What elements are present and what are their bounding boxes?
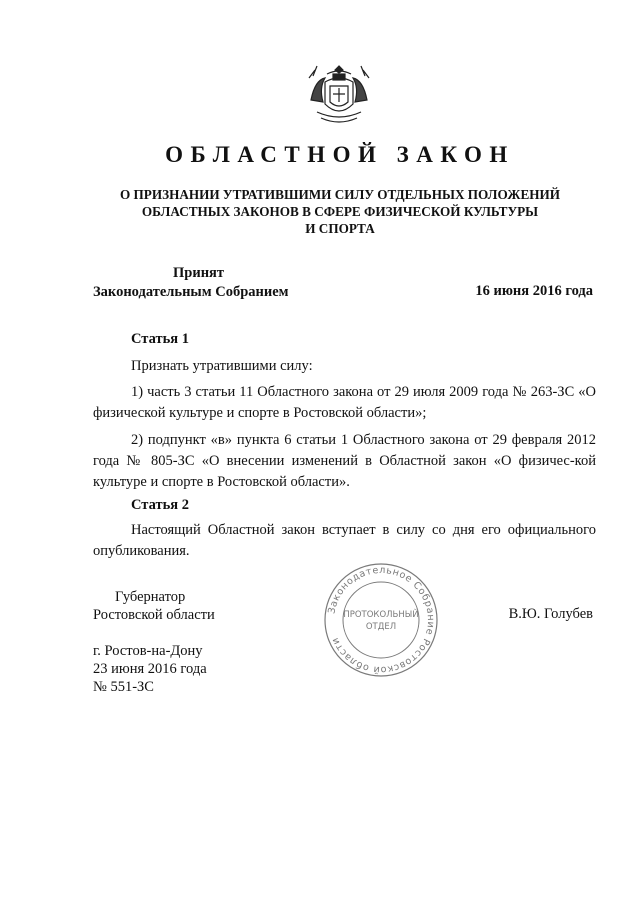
city: г. Ростов-на-Дону — [93, 643, 203, 659]
sign-date: 23 июня 2016 года — [93, 661, 207, 677]
article-2-heading: Статья 2 — [131, 497, 189, 513]
article-1-paragraph: 2) подпункт «в» пункта 6 статьи 1 Областного закона от 29 февраля 2012 года № 805-ЗС «О внесении изменений в Областной закон «О физичес-кой культуре и спорте в Ростовской области». — [93, 432, 596, 490]
governor-title-line-1: Губернатор — [115, 589, 186, 605]
coat-of-arms-icon — [303, 60, 375, 130]
subtitle-line: ОБЛАСТНЫХ ЗАКОНОВ В СФЕРЕ ФИЗИЧЕСКОЙ КУЛЬТУРЫ — [141, 204, 539, 219]
subtitle-line: И СПОРТА — [305, 221, 375, 236]
governor-title-line-2: Ростовской области — [93, 607, 215, 623]
stamp-center-line-2: ОТДЕЛ — [365, 622, 397, 632]
law-subtitle — [90, 186, 590, 237]
article-1-heading: Статья 1 — [131, 331, 189, 347]
adoption-line-1: Принят — [173, 265, 225, 281]
adoption-date: 16 июня 2016 года — [475, 283, 593, 299]
official-stamp — [322, 561, 440, 679]
adoption-line-2: Законодательным Собранием — [93, 284, 289, 300]
place-date-number — [93, 642, 207, 696]
article-1-paragraph: 1) часть 3 статьи 11 Областного закона от 29 июля 2009 года № 263-ЗС «О физической культуре и спорте в Ростовской области»; — [93, 384, 596, 421]
adoption-block — [93, 264, 289, 302]
signatory-name: В.Ю. Голубев — [508, 606, 593, 622]
subtitle-line: О ПРИЗНАНИИ УТРАТИВШИМИ СИЛУ ОТДЕЛЬНЫХ ПОЛОЖЕНИЙ — [119, 187, 561, 202]
stamp-ring-text: Законодательное Собрание Ростовской области — [326, 564, 437, 676]
article-1-paragraph: Признать утратившими силу: — [131, 358, 313, 374]
governor-title — [93, 588, 215, 624]
law-title: ОБЛАСТНОЙ ЗАКОН — [165, 142, 515, 167]
stamp-center-line-1: ПРОТОКОЛЬНЫЙ — [343, 610, 419, 620]
article-2-paragraph: Настоящий Областной закон вступает в силу со дня его официального опубликования. — [93, 522, 596, 559]
law-number: № 551-ЗС — [93, 679, 154, 695]
